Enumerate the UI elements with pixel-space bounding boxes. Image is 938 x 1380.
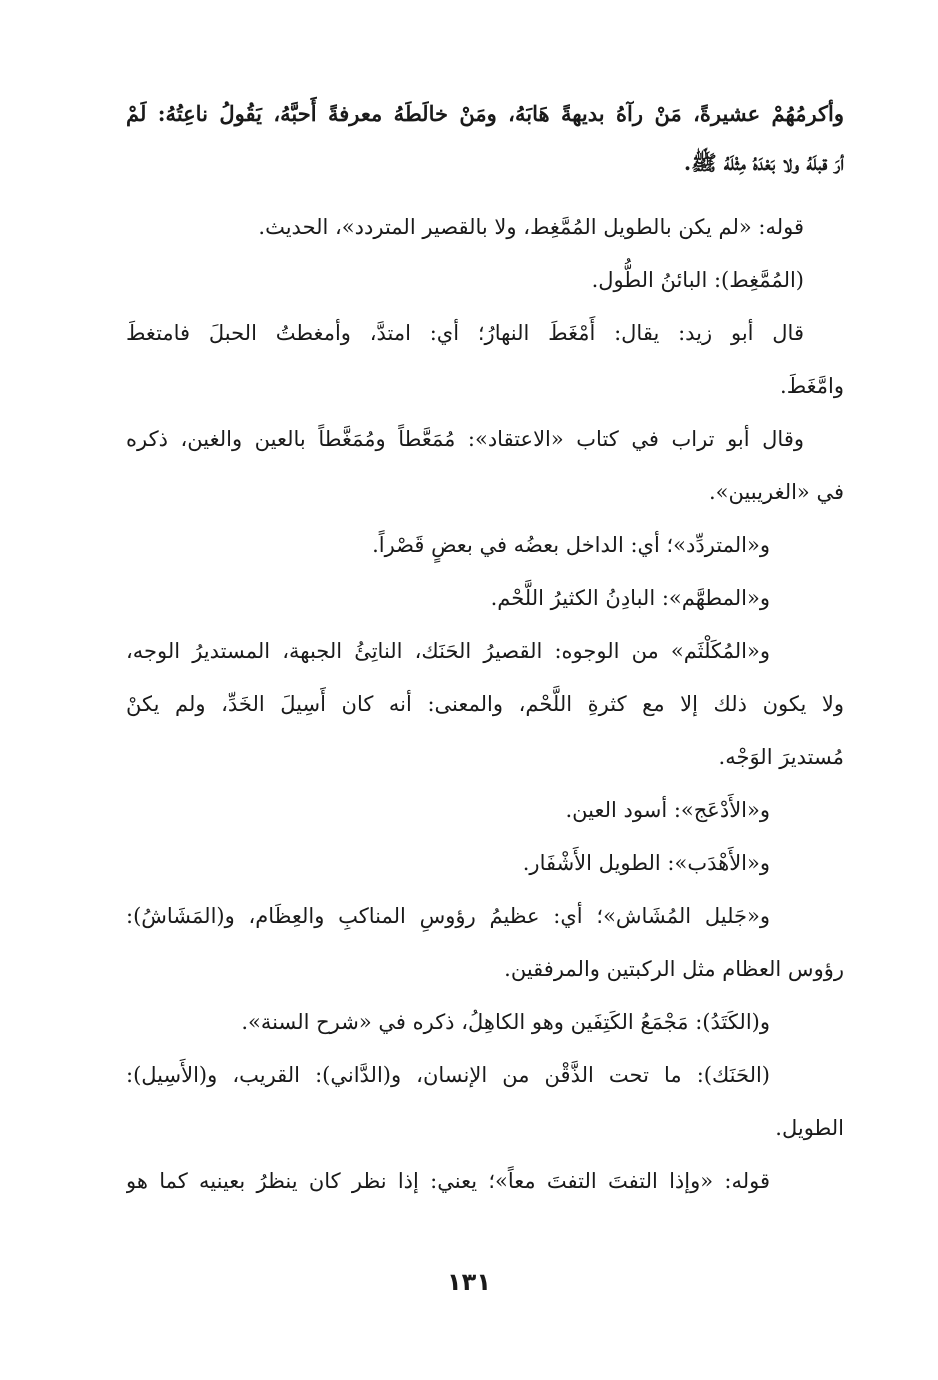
text-line: و«المُكَلْثَم» من الوجوه: القصيرُ الحَنَك، الناتِئُ الجبهة، المستديرُ الوجه، [126, 639, 770, 663]
text-line: مُستديرَ الوَجْه. [718, 745, 844, 769]
text-line: و«الأَهْدَب»: الطويل الأَشْفَار. [522, 851, 770, 875]
text-line: قوله: «وإذا التفتَ التفتَ معاً»؛ يعني: إذا نظر كان ينظرُ بعينيه كما هو [126, 1169, 770, 1193]
text-line: الطويل. [775, 1116, 844, 1140]
text-line: و«الأَدْعَج»: أسود العين. [565, 798, 770, 822]
text-line: (المُمَّغِط): البائنُ الطُّول. [591, 268, 804, 292]
text-line: قوله: «لم يكن بالطويل المُمَّغِط، ولا بالقصير المتردد»، الحديث. [258, 215, 804, 239]
text-line: و«المتردِّد»؛ أي: الداخل بعضُه في بعضٍ قَصْراً. [372, 533, 770, 557]
text-line: و(الكَتَدُ): مَجْمَعُ الكَتِفَين وهو الكاهِلُ، ذكره في «شرح السنة». [241, 1010, 770, 1034]
text-line: (الحَنَك): ما تحت الذَّقْن من الإنسان، و(الدَّاني): القريب، و(الأَسِيل): [126, 1063, 770, 1087]
text-line: قال أبو زيد: يقال: أَمْغَطَ النهارُ؛ أي: امتدَّ، وأمغطتُ الحبلَ فامتغطَ [126, 321, 804, 345]
text-line: وامَّغَطَ. [780, 374, 844, 398]
text-line: و«المطهَّم»: البادِنُ الكثيرُ اللَّحْم. [490, 586, 770, 610]
text-line: أرَ قبلَهُ ولا بَعْدَهُ مِثْلَهُ ﷺ. [683, 150, 844, 175]
text-line: رؤوس العظام مثل الركبتين والمرفقين. [504, 957, 844, 981]
text-line: وأكرمُهُمْ عشيرةً، مَنْ رآهُ بديهةً هَابَهُ، ومَنْ خالَطَهُ معرفةً أَحبَّهُ، يَقُولُ ناعِتُهُ: لَمْ [126, 101, 844, 126]
text-line: و«جَليل المُشَاش»؛ أي: عظيمُ رؤوسِ المناكبِ والعِظَام، و(المَشَاشُ): [126, 904, 770, 928]
page-body [126, 92, 844, 1208]
text-line: في «الغريبين». [708, 480, 844, 504]
text-line: ولا يكون ذلك إلا مع كثرةِ اللَّحْم، والمعنى: أنه كان أَسِيلَ الخَدِّ، ولم يكنْ [126, 692, 844, 716]
text-line: وقال أبو تراب في كتاب «الاعتقاد»: مُمَعَّطاً ومُمَغَّطاً بالعين والغين، ذكره [126, 427, 804, 451]
page-number: ١٣١ [447, 1268, 491, 1296]
